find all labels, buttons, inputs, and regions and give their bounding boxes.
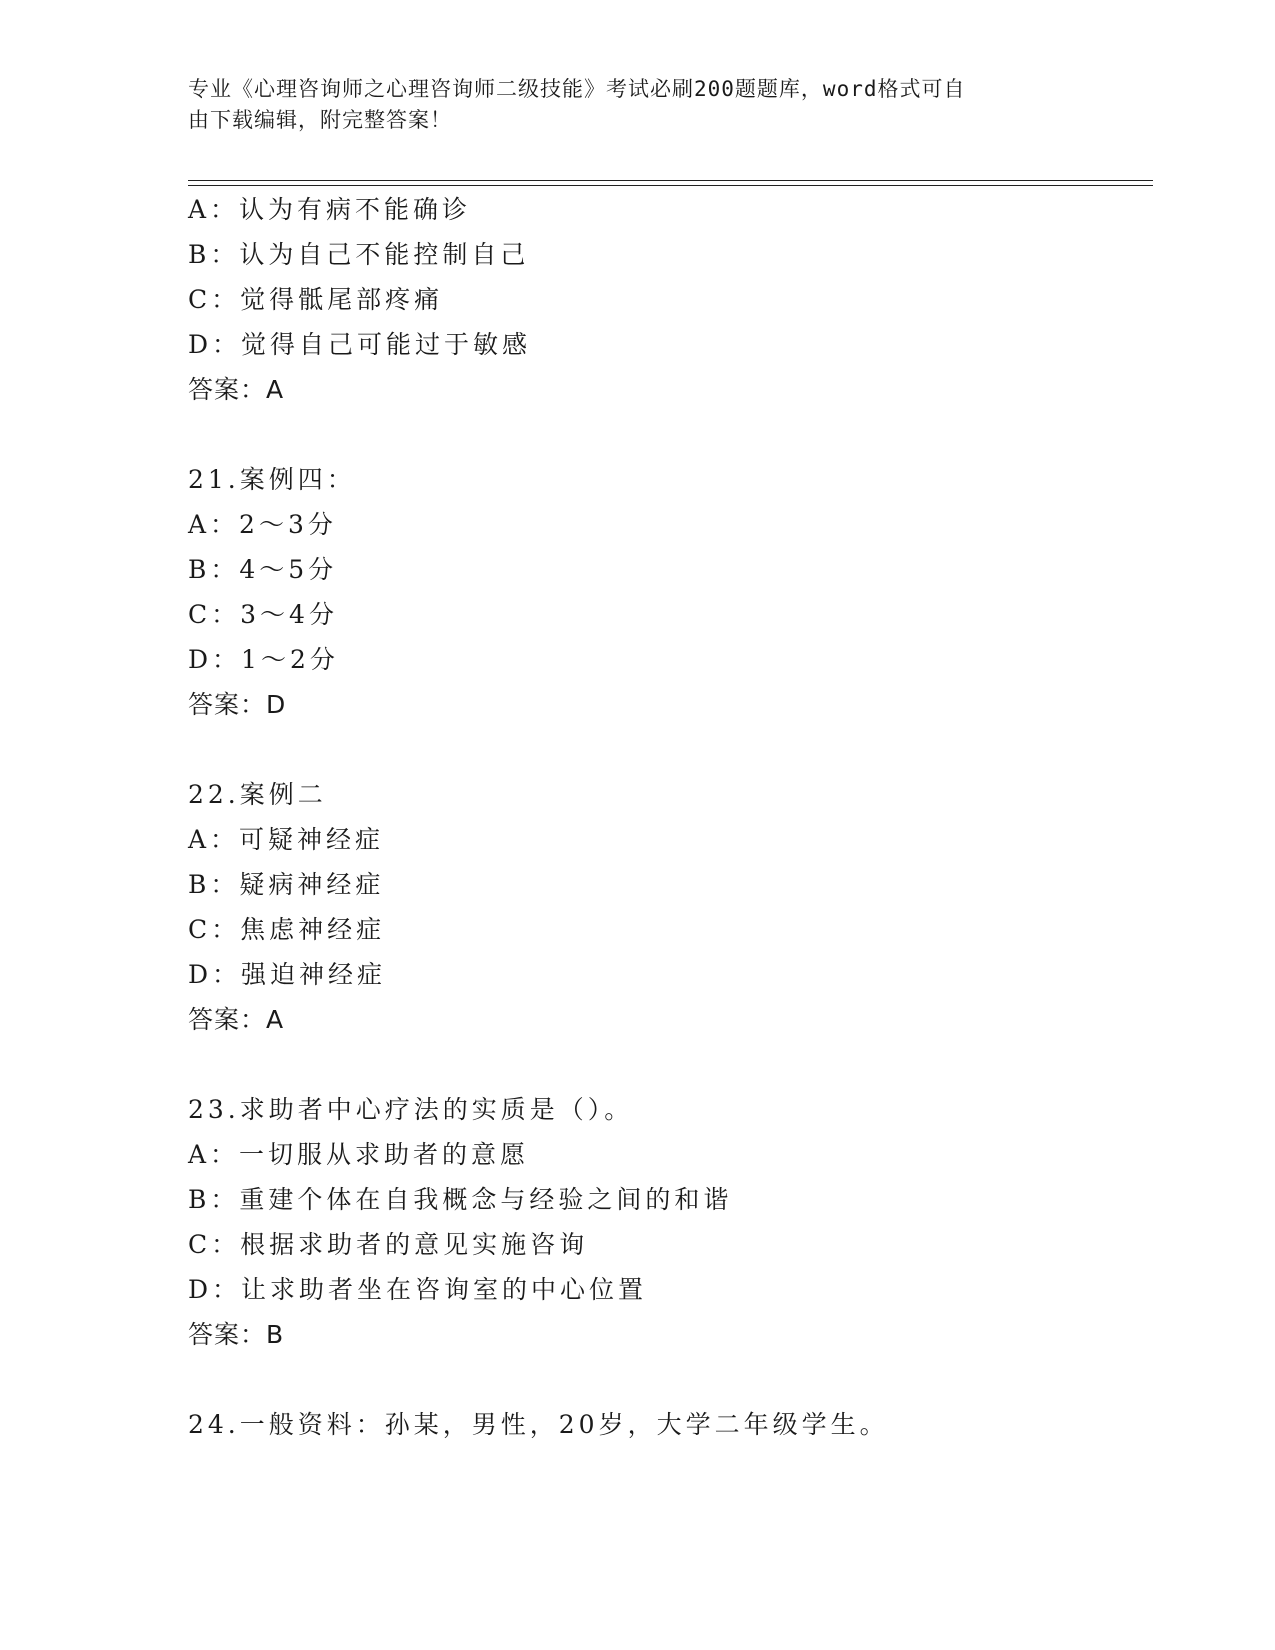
q21-option-b: B：4～5分 <box>188 555 338 584</box>
q20-answer: 答案：A <box>188 375 285 404</box>
q20-option-b: B：认为自己不能控制自己 <box>188 240 530 269</box>
q23-option-a: A：一切服从求助者的意愿 <box>188 1140 530 1169</box>
q22-answer: 答案：A <box>188 1005 285 1034</box>
q20-option-a: A：认为有病不能确诊 <box>188 195 472 224</box>
header-line-2: 由下载编辑，附完整答案！ <box>188 108 452 132</box>
document-header <box>188 74 1068 136</box>
q20-option-c: C：觉得骶尾部疼痛 <box>188 285 444 314</box>
q22-question: 22.案例二 <box>188 780 327 809</box>
q22-option-b: B：疑病神经症 <box>188 870 385 899</box>
q21-answer: 答案：D <box>188 690 287 719</box>
q20-option-d: D：觉得自己可能过于敏感 <box>188 330 532 359</box>
q22-option-a: A：可疑神经症 <box>188 825 385 854</box>
q23-answer: 答案：B <box>188 1320 285 1349</box>
q21-option-d: D：1～2分 <box>188 645 339 674</box>
header-line-1: 专业《心理咨询师之心理咨询师二级技能》考试必刷200题题库，word格式可自 <box>188 77 966 101</box>
q24-question: 24.一般资料：孙某，男性，20岁，大学二年级学生。 <box>188 1410 889 1439</box>
q22-option-c: C：焦虑神经症 <box>188 915 386 944</box>
q21-option-c: C：3～4分 <box>188 600 338 629</box>
q21-question: 21.案例四： <box>188 465 356 494</box>
q23-option-d: D：让求助者坐在咨询室的中心位置 <box>188 1275 648 1304</box>
q23-option-b: B：重建个体在自我概念与经验之间的和谐 <box>188 1185 733 1214</box>
q23-question: 23.求助者中心疗法的实质是（）。 <box>188 1095 634 1124</box>
q22-option-d: D：强迫神经症 <box>188 960 387 989</box>
q21-option-a: A：2～3分 <box>188 510 337 539</box>
header-divider-bottom <box>188 185 1153 186</box>
q23-option-c: C：根据求助者的意见实施咨询 <box>188 1230 589 1259</box>
header-divider-top <box>188 180 1153 181</box>
